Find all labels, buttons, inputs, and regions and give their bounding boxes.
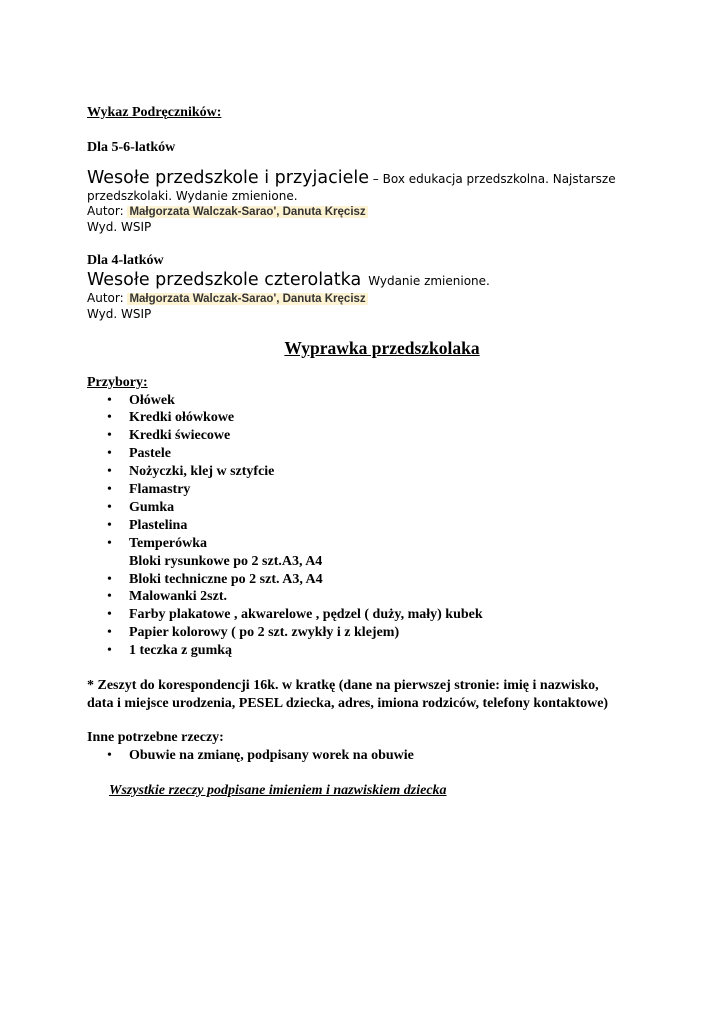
- list-item: • Papier kolorowy ( po 2 szt. zwykły i z klejem): [107, 625, 400, 641]
- bullet-icon: •: [107, 571, 112, 587]
- notebook-note-line-2: data i miejsce urodzenia, PESEL dziecka, adres, imiona rodziców, telefony kontaktowe): [87, 695, 609, 711]
- list-item: • Pastele: [107, 446, 171, 462]
- authors-2: Małgorzata Walczak-Sarao', Danuta Kręcisz: [129, 292, 366, 305]
- book-title-1: Wesołe przedszkole i przyjaciele: [87, 168, 369, 188]
- list-item: • Temperówka Bloki rysunkowe po 2 szt.A3, A4: [107, 535, 687, 571]
- list-item: • 1 teczka z gumką: [107, 643, 233, 659]
- book-desc-1a: Box edukacja przedszkolna. Najstarsze: [382, 172, 616, 186]
- list-item: • Kredki świecowe: [107, 428, 231, 444]
- bullet-icon: •: [107, 446, 112, 462]
- list-item: • Flamastry: [107, 482, 191, 498]
- group-5-6-book: [87, 168, 687, 189]
- author-label-2: Autor:: [87, 290, 128, 305]
- notebook-note-line-1: * Zeszyt do korespondencji 16k. w kratkę (dane na pierwszej stronie: imię i nazwisko,: [87, 678, 599, 694]
- list-item: • Farby plakatowe , akwarelowe , pędzel ( duży, mały) kubek: [107, 607, 483, 623]
- bullet-icon: •: [107, 392, 112, 408]
- book-separator-1: –: [368, 172, 383, 186]
- bullet-icon: •: [107, 428, 112, 444]
- bullet-icon: •: [107, 499, 112, 515]
- bullet-icon: •: [107, 643, 112, 659]
- bullet-icon: •: [107, 482, 112, 498]
- group-4-book: [87, 270, 687, 291]
- footer-note: Wszystkie rzeczy podpisane imieniem i nazwiskiem dziecka: [109, 782, 447, 798]
- bullet-icon: •: [107, 464, 112, 480]
- bullet-icon: •: [107, 410, 112, 426]
- other-items-list: [87, 747, 687, 765]
- supplies-heading: Przybory:: [87, 375, 148, 390]
- list-item-continuation: Bloki rysunkowe po 2 szt.A3, A4: [129, 553, 323, 569]
- bullet-icon: •: [107, 517, 112, 533]
- list-item: • Obuwie na zmianę, podpisany worek na obuwie: [107, 747, 414, 763]
- list-item: • Kredki ołówkowe: [107, 410, 235, 426]
- author-line-2: [87, 291, 687, 307]
- list-item: • Ołówek: [107, 392, 175, 408]
- list-item: • Plastelina: [107, 517, 188, 533]
- bullet-icon: •: [107, 625, 112, 641]
- list-item: • Gumka: [107, 499, 175, 515]
- list-item: • Malowanki 2szt.: [107, 589, 227, 605]
- book-desc-1b: przedszkolaki. Wydanie zmienione.: [87, 189, 298, 203]
- group-4-label: Dla 4-latków: [87, 253, 164, 268]
- section-title: Wyprawka przedszkolaka: [284, 337, 480, 358]
- list-item: • Bloki techniczne po 2 szt. A3, A4: [107, 571, 323, 587]
- textbook-list-heading: Wykaz Podręczników:: [87, 105, 222, 120]
- author-label-1: Autor:: [87, 204, 128, 218]
- list-item: • Nożyczki, klej w sztyfcie: [107, 464, 275, 480]
- other-items-heading: Inne potrzebne rzeczy:: [87, 730, 224, 746]
- authors-1: Małgorzata Walczak-Sarao', Danuta Kręcisz: [129, 206, 366, 218]
- author-line-1: [87, 204, 687, 220]
- bullet-icon: •: [107, 589, 112, 605]
- document-page: [87, 104, 687, 799]
- bullet-icon: •: [107, 535, 112, 551]
- book-title-2: Wesołe przedszkole czterolatka: [87, 269, 362, 290]
- supplies-list: [87, 392, 687, 661]
- group-5-6-label: Dla 5-6-latków: [87, 139, 176, 155]
- bullet-icon: •: [107, 747, 112, 763]
- publisher-2: Wyd. WSIP: [87, 306, 152, 321]
- bullet-icon: •: [107, 607, 112, 623]
- book-desc-2: Wydanie zmienione.: [368, 273, 490, 288]
- publisher-1: Wyd. WSIP: [87, 220, 152, 234]
